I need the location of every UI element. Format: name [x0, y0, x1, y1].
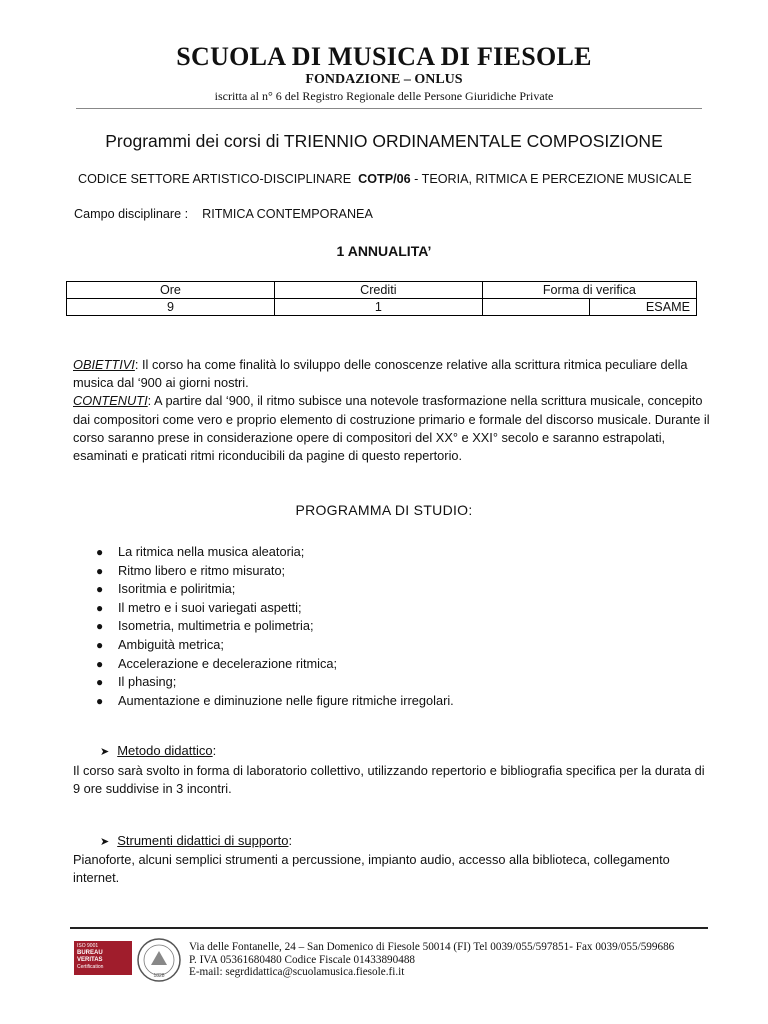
- list-item: ● Il phasing;: [96, 673, 454, 692]
- list-item: ● Isoritmia e poliritmia;: [96, 580, 454, 599]
- list-item: ● Aumentazione e diminuzione nelle figure ritmiche irregolari.: [96, 692, 454, 711]
- header-divider: [76, 108, 702, 109]
- table-row: [67, 299, 697, 316]
- cell-empty: [482, 299, 589, 316]
- codice-code: COTP/06: [358, 172, 411, 186]
- footer-divider: [70, 927, 708, 929]
- codice-prefix: CODICE SETTORE ARTISTICO-DISCIPLINARE: [78, 172, 352, 186]
- codice-settore: [78, 172, 692, 186]
- footer-contacts: [189, 941, 674, 979]
- course-description: [73, 356, 713, 465]
- footer-email: E-mail: segrdidattica@scuolamusica.fiesole.fi.it: [189, 966, 405, 979]
- campo-value: RITMICA CONTEMPORANEA: [202, 207, 373, 221]
- arrow-right-icon: ➤: [100, 836, 110, 848]
- list-item: ● La ritmica nella musica aleatoria;: [96, 543, 454, 562]
- bullet-icon: ●: [96, 693, 104, 708]
- seal-icon: [136, 937, 182, 983]
- header-ore: Ore: [67, 282, 275, 299]
- list-item: ● Isometria, multimetria e polimetria;: [96, 617, 454, 636]
- seal-year: 1828: [153, 973, 165, 979]
- cell-verifica: ESAME: [589, 299, 696, 316]
- bureau-veritas-logo: ISO 9001 BUREAU VERITAS Certification: [74, 941, 132, 975]
- header-forma-verifica: Forma di verifica: [482, 282, 696, 299]
- bullet-icon: ●: [96, 637, 104, 652]
- contenuti-text: : A partire dal ‘900, il ritmo subisce una notevole trasformazione nella scrittura musicale, concepito dai compositori come vero e proprio elemento di costruzione primario e formale del discorso musicale. Durante il corso saranno prese in considerazione opere di compositori del XX° e XXI° secolo e saranno estrapolati, esaminati e praticati ritmi riconducibili da pagine di questo repertorio.: [73, 393, 710, 464]
- bullet-icon: ●: [96, 582, 104, 597]
- list-item: ● Il metro e i suoi variegati aspetti;: [96, 599, 454, 618]
- codice-suffix: - TEORIA, RITMICA E PERCEZIONE MUSICALE: [410, 172, 692, 186]
- table-header-row: [67, 282, 697, 299]
- contenuti-label: CONTENUTI: [73, 393, 148, 409]
- campo-disciplinare: [74, 207, 373, 221]
- list-item: ● Ambiguità metrica;: [96, 636, 454, 655]
- header-crediti: Crediti: [274, 282, 482, 299]
- list-item: ● Accelerazione e decelerazione ritmica;: [96, 655, 454, 674]
- metodo-heading: ➤ Metodo didattico:: [100, 743, 217, 758]
- metodo-label: Metodo didattico: [117, 743, 213, 758]
- cell-ore: 9: [67, 299, 275, 316]
- bullet-icon: ●: [96, 675, 104, 690]
- topics-list: [96, 543, 454, 710]
- strumenti-text: Pianoforte, alcuni semplici strumenti a percussione, impianto audio, accesso alla biblioteca, collegamento internet.: [73, 852, 670, 886]
- programma-heading: PROGRAMMA DI STUDIO:: [295, 502, 473, 518]
- arrow-right-icon: ➤: [100, 746, 110, 758]
- cell-crediti: 1: [274, 299, 482, 316]
- campo-label: Campo disciplinare :: [74, 207, 189, 221]
- footer-tax: P. IVA 05361680480 Codice Fiscale 01433890488: [189, 953, 416, 966]
- bullet-icon: ●: [96, 656, 104, 671]
- list-item: ● Ritmo libero e ritmo misurato;: [96, 562, 454, 581]
- footer-address: Via delle Fontanelle, 24 – San Domenico di Fiesole 50014 (FI) Tel 0039/055/597851- Fax 0039/055/599686: [189, 941, 675, 953]
- bullet-icon: ●: [96, 619, 104, 634]
- annualita-heading: 1 ANNUALITA’: [336, 243, 432, 259]
- bullet-icon: ●: [96, 563, 104, 578]
- program-title: Programmi dei corsi di TRIENNIO ORDINAMENTALE COMPOSIZIONE: [105, 131, 663, 151]
- school-name: SCUOLA DI MUSICA DI FIESOLE: [176, 42, 592, 71]
- obiettivi-label: OBIETTIVI: [73, 357, 135, 372]
- registry-note: iscritta al n° 6 del Registro Regionale delle Persone Giuridiche Private: [214, 89, 554, 103]
- strumenti-heading: ➤ Strumenti didattici di supporto:: [100, 833, 293, 848]
- bullet-icon: ●: [96, 600, 104, 615]
- obiettivi-text: : Il corso ha come finalità lo sviluppo delle conoscenze relative alla scrittura ritmica peculiare della musica dal ‘900 ai giorni nostri.: [73, 357, 688, 391]
- certification-logos: [74, 937, 184, 985]
- bullet-icon: ●: [96, 545, 104, 559]
- strumenti-label: Strumenti didattici di supporto: [117, 833, 289, 848]
- foundation-label: FONDAZIONE – ONLUS: [305, 72, 463, 87]
- metodo-text: Il corso sarà svolto in forma di laboratorio collettivo, utilizzando repertorio e bibliografia specifica per la durata di 9 ore suddivise in 3 incontri.: [73, 763, 705, 797]
- course-info-table: [66, 281, 697, 316]
